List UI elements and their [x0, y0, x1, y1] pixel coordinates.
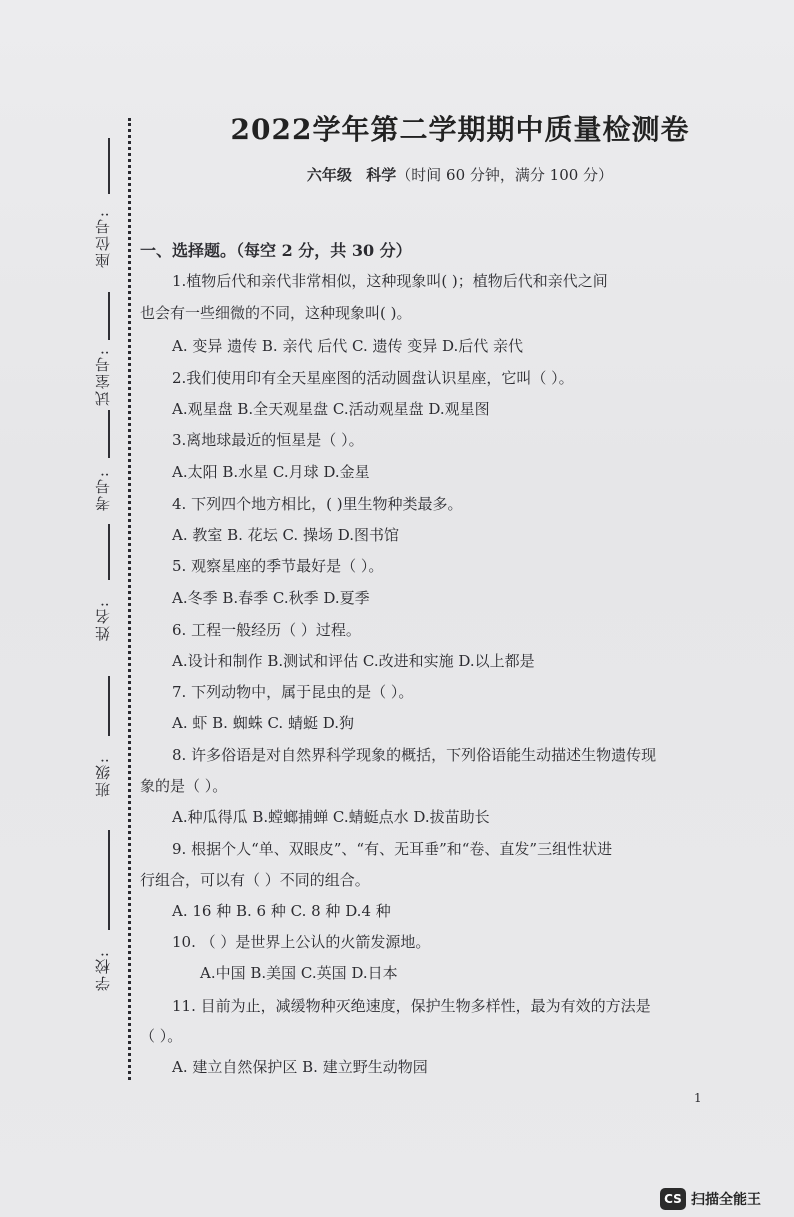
scanner-watermark: [660, 1186, 761, 1212]
question-11-line-1: 11. 目前为止，减缓物种灭绝速度，保护生物多样性，最为有效的方法是: [172, 997, 651, 1015]
school-label: 学校:: [94, 950, 112, 992]
room-line: [108, 292, 110, 340]
question-5-options: A.冬季 B.春季 C.秋季 D.夏季: [172, 589, 370, 607]
exam-title: 2022学年第二学期期中质量检测卷: [230, 113, 690, 146]
name-label: 姓名:: [94, 600, 112, 642]
school-line: [108, 830, 110, 930]
binding-dotted-line: [128, 118, 131, 1080]
question-11-line-2: （ ）。: [140, 1027, 183, 1045]
question-7-options: A. 虾 B. 蜘蛛 C. 蜻蜓 D.狗: [172, 714, 354, 732]
question-6: 6. 工程一般经历（ ）过程。: [172, 621, 361, 639]
question-5: 5. 观察星座的季节最好是（ ）。: [172, 557, 384, 575]
section-heading: 一、选择题。（每空 2 分，共 30 分）: [140, 241, 412, 260]
question-9-line-1: 9. 根据个人“单、双眼皮”、“有、无耳垂”和“卷、直发”三组性状进: [172, 840, 613, 858]
room-label: 试室号:: [94, 348, 112, 407]
page-number: 1: [694, 1091, 702, 1105]
question-8-line-1: 8. 许多俗语是对自然界科学现象的概括，下列俗语能生动描述生物遗传现: [172, 746, 657, 764]
seat-line: [108, 138, 110, 194]
subject-label: 科学: [366, 166, 397, 184]
question-6-options: A.设计和制作 B.测试和评估 C.改进和实施 D.以上都是: [172, 652, 535, 670]
question-3-options: A.太阳 B.水星 C.月球 D.金星: [172, 463, 370, 481]
grade-label: 六年级: [306, 166, 352, 184]
exam-no-line: [108, 410, 110, 458]
question-2-options: A.观星盘 B.全天观星盘 C.活动观星盘 D.观星图: [172, 400, 490, 418]
question-9-options: A. 16 种 B. 6 种 C. 8 种 D.4 种: [172, 902, 391, 920]
question-10-options: A.中国 B.美国 C.英国 D.日本: [200, 964, 398, 982]
question-7: 7. 下列动物中，属于昆虫的是（ ）。: [172, 683, 414, 701]
question-8-options: A.种瓜得瓜 B.螳螂捕蝉 C.蜻蜓点水 D.拔苗助长: [172, 808, 490, 826]
class-line: [108, 676, 110, 736]
camscanner-logo-icon: CS: [660, 1188, 686, 1210]
question-10: 10. （ ）是世界上公认的火箭发源地。: [172, 933, 431, 951]
question-1-line-1: 1.植物后代和亲代非常相似，这种现象叫( )；植物后代和亲代之间: [172, 272, 608, 290]
question-8-line-2: 象的是（ ）。: [140, 777, 228, 795]
class-label: 班级:: [94, 756, 112, 798]
scanner-brand-text: 扫描全能王: [691, 1192, 761, 1208]
question-11-options: A. 建立自然保护区 B. 建立野生动物园: [172, 1058, 428, 1076]
exam-subtitle: [140, 164, 780, 185]
question-3: 3.离地球最近的恒星是（ ）。: [172, 431, 364, 449]
question-2: 2.我们使用印有全天星座图的活动圆盘认识星座，它叫（ ）。: [172, 369, 574, 387]
exam-info: （时间 60 分钟，满分 100 分）: [396, 166, 614, 184]
seat-label: 座位号:: [94, 210, 112, 269]
exam-no-label: 考号:: [94, 470, 112, 512]
question-4-options: A. 教室 B. 花坛 C. 操场 D.图书馆: [172, 526, 399, 544]
question-9-line-2: 行组合，可以有（ ）不同的组合。: [140, 871, 370, 889]
name-line: [108, 524, 110, 580]
question-1-line-2: 也会有一些细微的不同，这种现象叫( )。: [140, 304, 412, 322]
question-4: 4. 下列四个地方相比，( )里生物种类最多。: [172, 495, 463, 513]
question-1-options: A. 变异 遗传 B. 亲代 后代 C. 遗传 变异 D.后代 亲代: [172, 337, 524, 355]
